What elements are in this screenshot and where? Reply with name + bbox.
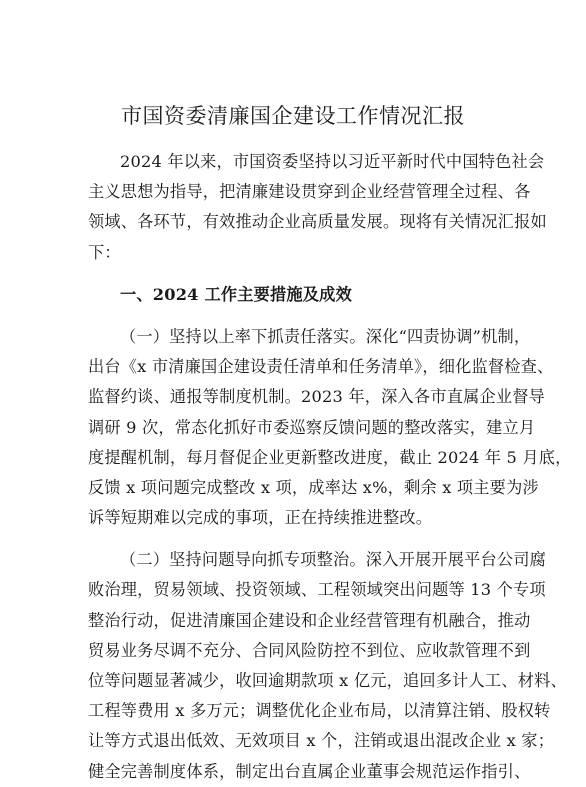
text-line: 度提醒机制，每月督促企业更新整改进度，截止 2024 年 5 月底， <box>88 447 572 467</box>
text-line: 主义思想为指导，把清廉建设贯穿到企业经营管理全过程、各 <box>88 182 531 202</box>
text-line: 健全完善制度体系，制定出台直属企业董事会规范运作指引、 <box>88 761 531 781</box>
text-line: 位等问题显著减少，收回逾期款项 x 亿元，追回多计人工、材料、 <box>88 671 567 690</box>
section-heading: 一、2024 工作主要措施及成效 <box>120 284 352 304</box>
text-line: 调研 9 次，常态化抓好市委巡察反馈问题的整改落实，建立月 <box>88 417 536 437</box>
text-line: 让等方式退出低效、无效项目 x 个，注销或退出混改企业 x 家； <box>88 731 555 751</box>
text-line: 出台《x 市清廉国企建设责任清单和任务清单》，细化监督检查、 <box>88 357 554 377</box>
paragraph-1 <box>88 322 572 533</box>
text-line: （一）坚持以上率下抓责任落实。深化“四责协调”机制， <box>120 326 531 346</box>
text-line: 败治理，贸易领域、投资领域、工程领域突出问题等 13 个专项 <box>88 580 546 600</box>
intro-paragraph <box>88 147 547 268</box>
text-line: 贸易业务尽调不充分、合同风险防控不到位、应收款管理不到 <box>88 640 531 660</box>
document-body <box>88 147 572 787</box>
text-line: 工程等费用 x 多万元；调整优化企业布局，以清算注销、股权转 <box>88 701 551 721</box>
text-line: 2024 年以来，市国资委坚持以习近平新时代中国特色社会 <box>120 152 545 171</box>
paragraph-2 <box>88 545 567 787</box>
text-line: 下： <box>88 242 121 262</box>
text-line: 监督约谈、通报等制度机制。2023 年，深入各市直属企业督导 <box>88 387 546 407</box>
text-line: 整治行动，促进清廉国企建设和企业经营管理有机融合，推动 <box>88 610 531 630</box>
text-line: 诉等短期难以完成的事项，正在持续推进整改。 <box>88 508 433 528</box>
document-title: 市国资委清廉国企建设工作情况汇报 <box>121 104 465 128</box>
text-line: 反馈 x 项问题完成整改 x 项，成率达 x%，剩余 x 项主要为涉 <box>88 477 539 497</box>
text-line: 领域、各环节，有效推动企业高质量发展。现将有关情况汇报如 <box>88 212 547 232</box>
text-line: （二）坚持问题导向抓专项整治。深入开展开展平台公司腐 <box>120 550 547 570</box>
